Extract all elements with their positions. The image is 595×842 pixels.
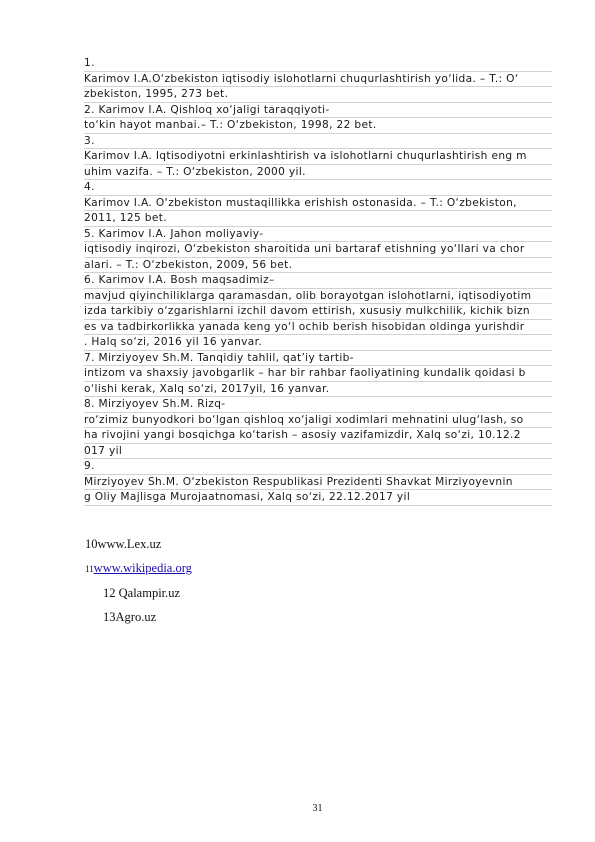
reference-line: alari. – T.: O‘zbekiston, 2009, 56 bet.: [84, 258, 552, 274]
reference-line: o‘lishi kerak, Xalq so‘zi, 2017yil, 16 yanvar.: [84, 382, 552, 398]
page-number: 31: [312, 803, 323, 814]
reference-line: izda tarkibiy o‘zgarishlarni izchil davom ettirish, xususiy mulkchilik, kichik bizn: [84, 304, 552, 320]
reference-line: 1.: [84, 56, 552, 72]
reference-line: intizom va shaxsiy javobgarlik – har bir rahbar faoliyatining kundalik qoidasi b: [84, 366, 552, 382]
web-source-wikipedia: [85, 561, 192, 576]
reference-line: . Halq so‘zi, 2016 yil 16 yanvar.: [84, 335, 552, 351]
reference-line: 2011, 125 bet.: [84, 211, 552, 227]
reference-line: g Oliy Majlisga Murojaatnomasi, Xalq so‘zi, 22.12.2017 yil: [84, 490, 552, 506]
web-source-qalampir: 12 Qalampir.uz: [103, 586, 181, 600]
reference-line: 5. Karimov I.A. Jahon moliyaviy-: [84, 227, 552, 243]
reference-line: es va tadbirkorlikka yanada keng yo‘l ochib berish hisobidan oldinga yurishdir: [84, 320, 552, 336]
reference-line: 9.: [84, 459, 552, 475]
reference-line: 4.: [84, 180, 552, 196]
reference-line: to‘kin hayot manbai.– T.: O‘zbekiston, 1998, 22 bet.: [84, 118, 552, 134]
reference-line: 3.: [84, 134, 552, 150]
reference-line: 6. Karimov I.A. Bosh maqsadimiz–: [84, 273, 552, 289]
reference-line: uhim vazifa. – T.: O‘zbekiston, 2000 yil.: [84, 165, 552, 181]
reference-line: Mirziyoyev Sh.M. O‘zbekiston Respublikasi Prezidenti Shavkat Mirziyoyevnin: [84, 475, 552, 491]
reference-line: iqtisodiy inqirozi, O‘zbekiston sharoitida uni bartaraf etishning yo‘llari va chor: [84, 242, 552, 258]
reference-line: 7. Mirziyoyev Sh.M. Tanqidiy tahlil, qat’iy tartib-: [84, 351, 552, 367]
reference-line: Karimov I.A. Iqtisodiyotni erkinlashtirish va islohotlarni chuqurlashtirish eng m: [84, 149, 552, 165]
web-source-agro: 13Agro.uz: [103, 610, 157, 624]
references-list: [84, 56, 552, 506]
reference-line: 017 yil: [84, 444, 552, 460]
wikipedia-link[interactable]: www.wikipedia.org: [93, 561, 192, 575]
web-source-lex: 10www.Lex.uz: [85, 537, 162, 551]
reference-line: Karimov I.A.O‘zbekiston iqtisodiy islohotlarni chuqurlashtirish yo‘lida. – T.: O‘: [84, 72, 552, 88]
reference-line: 8. Mirziyoyev Sh.M. Rizq-: [84, 397, 552, 413]
reference-line: zbekiston, 1995, 273 bet.: [84, 87, 552, 103]
reference-line: mavjud qiyinchiliklarga qaramasdan, olib borayotgan islohotlarni, iqtisodiyotim: [84, 289, 552, 305]
web-source-number: 11: [85, 564, 94, 574]
reference-line: 2. Karimov I.A. Qishloq xo‘jaligi taraqqiyoti-: [84, 103, 552, 119]
reference-line: ro‘zimiz bunyodkori bo‘lgan qishloq xo‘jaligi xodimlari mehnatini ulug‘lash, so: [84, 413, 552, 429]
reference-line: Karimov I.A. O‘zbekiston mustaqillikka erishish ostonasida. – T.: O‘zbekiston,: [84, 196, 552, 212]
reference-line: ha rivojini yangi bosqichga ko‘tarish – asosiy vazifamizdir, Xalq so‘zi, 10.12.2: [84, 428, 552, 444]
